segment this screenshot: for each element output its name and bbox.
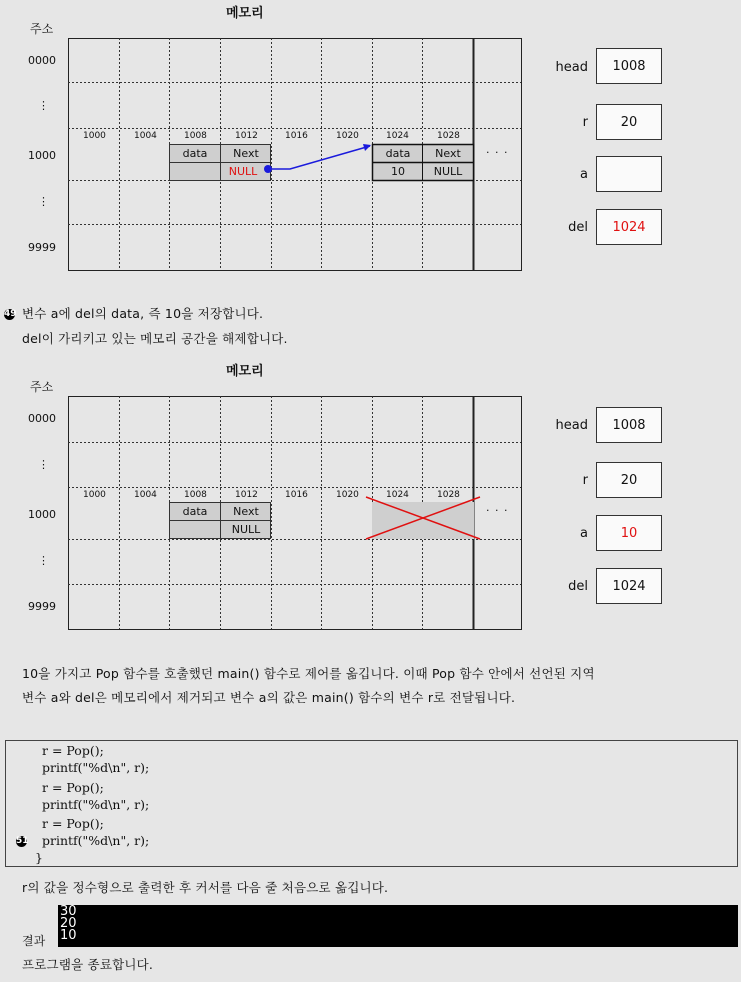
step-marker-51: 51: [16, 836, 29, 846]
var-box-del: 1024: [596, 209, 662, 245]
col-label: 1016: [285, 131, 308, 141]
address-label: ⋮: [38, 554, 49, 567]
var-name-a: a: [580, 526, 588, 541]
var-box-head: 1008: [596, 48, 662, 84]
node-next-value: NULL: [231, 523, 261, 536]
var-name-r: r: [582, 115, 588, 130]
code-line: }: [35, 850, 43, 865]
code-line: r = Pop();: [42, 743, 104, 758]
address-header-1: 주소: [30, 22, 54, 36]
col-label: 1012: [235, 490, 258, 500]
col-label: 1024: [386, 490, 409, 500]
step49-line1: 변수 a에 del의 data, 즉 10을 저장합니다.: [22, 306, 264, 321]
var-name-head: head: [555, 60, 588, 75]
step49-line2: del이 가리키고 있는 메모리 공간을 해제합니다.: [22, 331, 288, 346]
var-box-r: 20: [596, 462, 662, 498]
var-box-r: 20: [596, 104, 662, 140]
col-label: 1012: [235, 131, 258, 141]
col-label: 1008: [184, 490, 207, 500]
var-name-a: a: [580, 167, 588, 182]
memory-title-2: 메모리: [226, 364, 264, 379]
step51-text: r의 값을 정수형으로 출력한 후 커서를 다음 줄 처음으로 옮깁니다.: [22, 880, 389, 895]
node-next-header: Next: [233, 147, 259, 160]
var-name-r: r: [582, 473, 588, 488]
code-block: [5, 740, 738, 867]
var-box-head: 1008: [596, 407, 662, 443]
node-data-header: data: [182, 147, 208, 160]
var-box-del: 1024: [596, 568, 662, 604]
node-next-value: NULL: [228, 165, 258, 178]
col-label: 1024: [386, 131, 409, 141]
col-label: 1008: [184, 131, 207, 141]
step-marker-49: 49: [4, 309, 17, 319]
freed-memory: [372, 502, 474, 539]
address-label: ⋮: [38, 195, 49, 208]
address-label: 1000: [28, 149, 56, 162]
code-line: printf("%d\n", r);: [42, 833, 150, 848]
console-output: [58, 905, 738, 947]
address-label: 9999: [28, 241, 56, 254]
memory-title-1: 메모리: [226, 6, 264, 21]
col-label: 1004: [134, 490, 157, 500]
ellipsis: · · ·: [486, 146, 509, 159]
console-line: 20: [60, 916, 77, 931]
address-label: ⋮: [38, 99, 49, 112]
var-name-del: del: [568, 579, 588, 594]
code-line: r = Pop();: [42, 816, 104, 831]
col-label: 1016: [285, 490, 308, 500]
step50-line2: 변수 a와 del은 메모리에서 제거되고 변수 a의 값은 main() 함수의 변수 r로 전달됩니다.: [22, 690, 516, 705]
node-next-header: Next: [233, 505, 259, 518]
address-label: 0000: [28, 54, 56, 67]
col-label: 1020: [336, 131, 359, 141]
address-label: ⋮: [38, 458, 49, 471]
node-next-value: NULL: [433, 165, 463, 178]
result-label: 결과: [22, 934, 46, 948]
address-label: 9999: [28, 600, 56, 613]
step50-line1: 10을 가지고 Pop 함수를 호출했던 main() 함수로 제어를 옮깁니다. 이때 Pop 함수 안에서 선언된 지역: [22, 666, 595, 681]
node-data-value: 10: [391, 165, 405, 178]
address-label: 1000: [28, 508, 56, 521]
address-label: 0000: [28, 412, 56, 425]
code-line: r = Pop();: [42, 780, 104, 795]
col-label: 1004: [134, 131, 157, 141]
col-label: 1020: [336, 490, 359, 500]
col-label: 1028: [437, 131, 460, 141]
code-line: printf("%d\n", r);: [42, 760, 150, 775]
node-next-header: Next: [435, 147, 461, 160]
node-data-header: data: [385, 147, 411, 160]
node-data-header: data: [182, 505, 208, 518]
console-line: 10: [60, 928, 77, 943]
var-name-del: del: [568, 220, 588, 235]
code-line: printf("%d\n", r);: [42, 797, 150, 812]
ellipsis: · · ·: [486, 504, 509, 517]
var-name-head: head: [555, 418, 588, 433]
final-text: 프로그램을 종료합니다.: [22, 957, 154, 972]
var-box-a: 10: [596, 515, 662, 551]
col-label: 1028: [437, 490, 460, 500]
console-line: 30: [60, 904, 77, 919]
col-label: 1000: [83, 490, 106, 500]
col-label: 1000: [83, 131, 106, 141]
address-header-2: 주소: [30, 380, 54, 394]
